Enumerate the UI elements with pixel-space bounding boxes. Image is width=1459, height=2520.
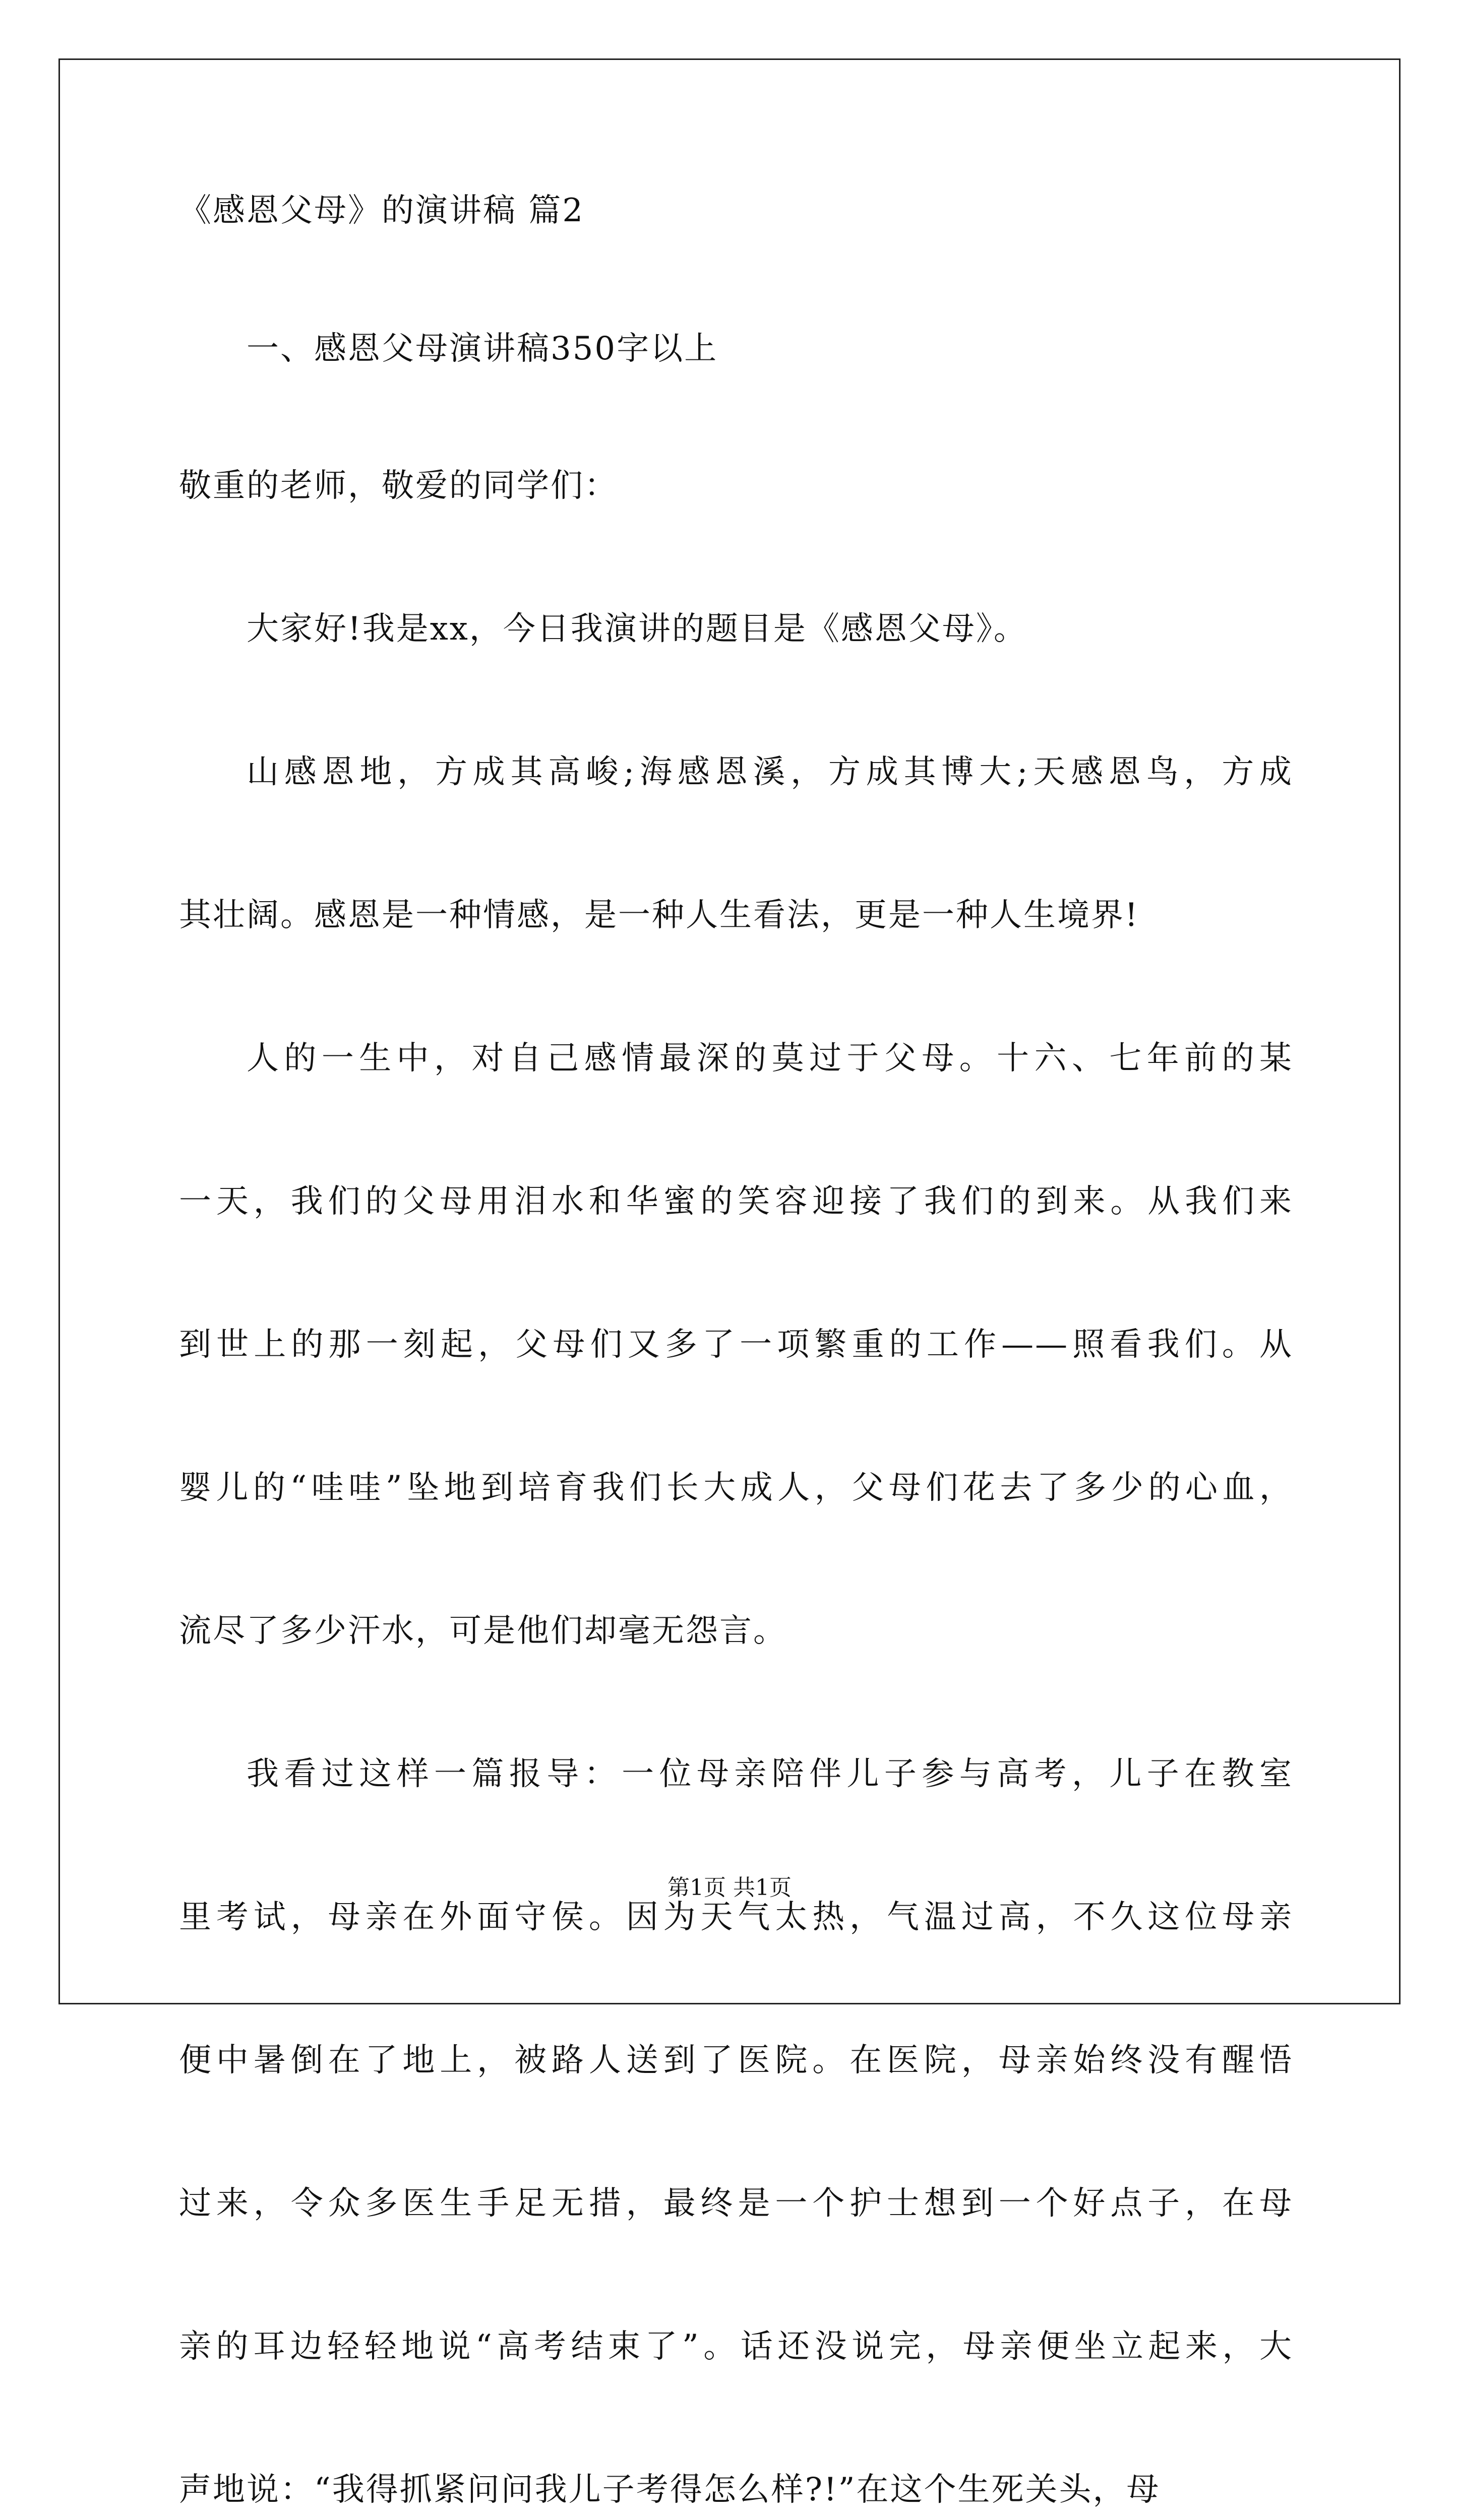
paragraph-line: 到世上的那一刻起，父母们又多了一项繁重的工作——照看我们。从 xyxy=(179,1326,1293,1363)
document-body xyxy=(179,186,1293,2520)
paragraph-line: 我看过这样一篇报导：一位母亲陪伴儿子参与高考，儿子在教室 xyxy=(247,1755,1293,1793)
paragraph-line: 过来，令众多医生手足无措，最终是一个护士想到一个好点子，在母 xyxy=(179,2185,1293,2222)
paragraph-line: 声地说：“我得抓紧问问我儿子考得怎么样?!”在这个生死关头，母 xyxy=(179,2471,1161,2508)
document-title: 《感恩父母》的演讲稿 篇2 xyxy=(179,192,585,229)
paragraph-story xyxy=(179,1750,1293,2514)
paragraph-line: 亲的耳边轻轻地说“高考结束了”。话还没说完，母亲便坐立起来，大 xyxy=(179,2328,1293,2365)
paragraph-parents xyxy=(179,1034,1293,1655)
page-number-footer: 第1页 共1页 xyxy=(667,1875,792,1901)
paragraph-line: 其壮阔。感恩是一种情感，是一种人生看法，更是一种人生境界! xyxy=(179,897,1139,934)
paragraph-line: 大家好!我是xx，今日我演讲的题目是《感恩父母》。 xyxy=(247,610,1027,648)
salutation: 敬重的老师，敬爱的同学们： xyxy=(179,467,618,505)
paragraph-line: 山感恩地，方成其高峻;海感恩溪，方成其博大;天感恩鸟，方成 xyxy=(247,753,1293,791)
paragraph-gratitude xyxy=(179,748,1293,939)
paragraph-line: 人的一生中，对自己感情最深的莫过于父母。十六、七年前的某 xyxy=(247,1040,1293,1077)
paragraph-line: 一天，我们的父母用泪水和华蜜的笑容迎接了我们的到来。从我们来 xyxy=(179,1183,1293,1220)
section-heading: 一、感恩父母演讲稿350字以上 xyxy=(247,330,718,367)
paragraph-line: 便中暑倒在了地上，被路人送到了医院。在医院，母亲始终没有醒悟 xyxy=(179,2042,1293,2079)
paragraph-line: 里考试，母亲在外面守侯。因为天气太热，气温过高，不久这位母亲 xyxy=(179,1899,1293,1936)
paragraph-greeting xyxy=(179,605,1293,653)
paragraph-line: 流尽了多少汗水，可是他们却毫无怨言。 xyxy=(179,1612,787,1650)
paragraph-line: 婴儿的“哇哇”坠地到培育我们长大成人，父母们花去了多少的心血， xyxy=(179,1469,1293,1506)
